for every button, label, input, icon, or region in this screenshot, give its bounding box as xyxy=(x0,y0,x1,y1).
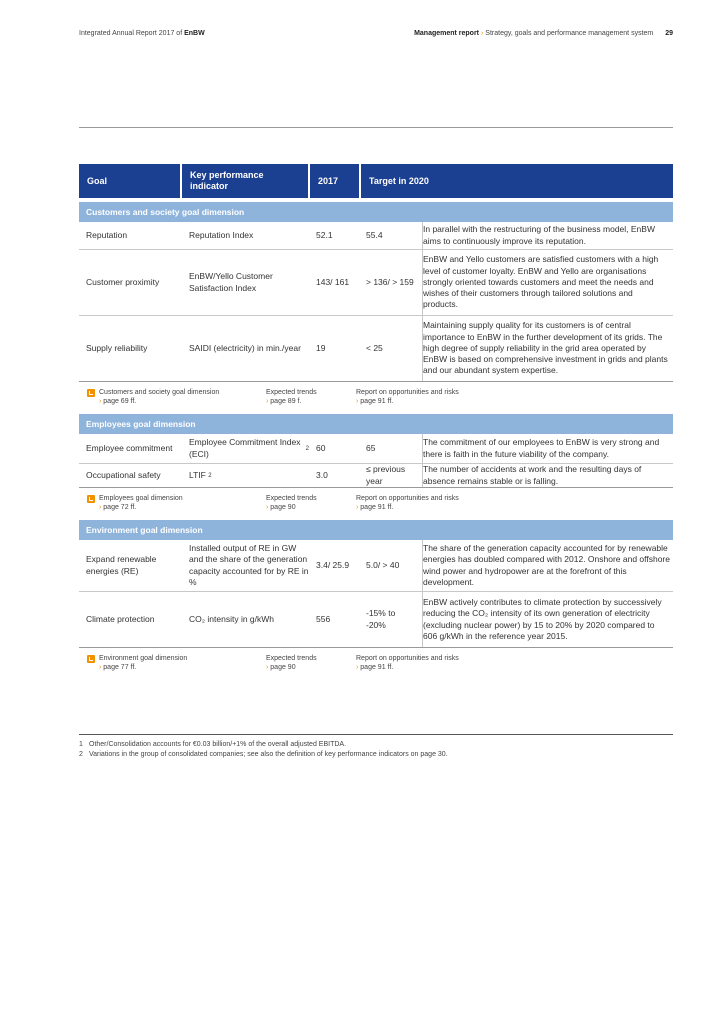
footnote-number: 2 xyxy=(79,751,83,758)
chevron-right-icon: › xyxy=(99,398,104,405)
page-header xyxy=(79,30,673,42)
target-2020-cell: > 136/ > 159 xyxy=(366,276,414,287)
reference-label: Expected trends xyxy=(266,495,317,502)
table-row xyxy=(79,592,673,648)
chevron-right-icon: › xyxy=(99,664,104,671)
goal-cell: Reputation xyxy=(86,229,128,240)
value-2017-cell: 3.0 xyxy=(316,469,328,480)
chevron-right-icon: › xyxy=(356,398,361,405)
col-target: Target in 2020 xyxy=(361,164,673,198)
target-2020-cell: -15% to -20% xyxy=(366,608,396,630)
goal-cell: Employee commitment xyxy=(86,442,173,453)
target-2020-cell: ≤ previous year xyxy=(366,464,406,486)
footnotes xyxy=(79,740,673,760)
target-2020-cell: 55.4 xyxy=(366,229,383,240)
value-2017-cell: 3.4/ 25.9 xyxy=(316,559,350,570)
cross-references xyxy=(79,488,673,516)
kpi-cell: LTIF 2 xyxy=(189,469,212,480)
footnote-text: Variations in the group of consolidated companies; see also the definition of key performance indicators on page 30. xyxy=(89,751,448,758)
footnote-text: Other/Consolidation accounts for €0.03 billion/+1% of the overall adjusted EBITDA. xyxy=(89,741,347,748)
chevron-right-icon: › xyxy=(356,664,361,671)
top-divider xyxy=(79,127,673,128)
target-2020-cell: 65 xyxy=(366,442,376,453)
value-2017-cell: 19 xyxy=(316,342,326,353)
col-2017: 2017 xyxy=(310,164,359,198)
table-row xyxy=(79,434,673,464)
kpi-cell: Reputation Index xyxy=(189,229,254,240)
reference-link[interactable] xyxy=(266,388,317,406)
kpi-cell: Employee Commitment Index (ECI) 2 xyxy=(189,437,309,459)
reference-label: Expected trends xyxy=(266,655,317,662)
description-cell: The commitment of our employees to EnBW is very strong and there is faith in the future viability of the company. xyxy=(422,434,670,463)
breadcrumb xyxy=(414,30,673,37)
reference-link[interactable] xyxy=(356,388,459,406)
reference-icon xyxy=(87,389,95,397)
goal-dimension-header: Environment goal dimension xyxy=(79,520,673,540)
table-row xyxy=(79,464,673,488)
description-cell: EnBW and Yello customers are satisfied customers with a high level of customer loyalty. EnBW and Yello are organisations strongly oriented towards customers and meet the needs and wishes of their customers through tailored solutions and products. xyxy=(422,250,670,315)
goal-cell: Expand renewable energies (RE) xyxy=(86,554,157,576)
table-row xyxy=(79,316,673,382)
description-cell: The number of accidents at work and the resulting days of absence remains stable or is falling. xyxy=(422,464,670,487)
reference-link[interactable] xyxy=(266,654,317,672)
reference-page: page 91 ff. xyxy=(360,504,394,511)
value-2017-cell: 556 xyxy=(316,613,331,624)
description-cell: Maintaining supply quality for its customers is of central importance to EnBW in the further development of its grids. The high degree of supply reliability in the grid area operated by EnBW is based on comprehensive investment in grids and plants and our abundant system expertise. xyxy=(422,316,670,381)
description-cell: EnBW actively contributes to climate protection by successively reducing the CO₂ intensity of its own generation of electricity (excluding nuclear power) by 15 to 20% by 2020 compared to 606 g/kWh in the reference year 2015. xyxy=(422,592,670,647)
footnote xyxy=(79,740,673,750)
table-header xyxy=(79,164,673,198)
chevron-right-icon: › xyxy=(266,664,271,671)
goals-table xyxy=(79,164,673,676)
target-2020-cell: < 25 xyxy=(366,342,383,353)
description-cell: The share of the generation capacity accounted for by renewable energies has doubled compared with 2012. Onshore and offshore wind power and hydropower are at the forefront of this development. xyxy=(422,540,670,591)
reference-link[interactable] xyxy=(266,494,317,512)
col-kpi: Key performance indicator xyxy=(182,164,308,198)
target-2020-cell: 5.0/ > 40 xyxy=(366,559,400,570)
breadcrumb-section[interactable]: Management report xyxy=(414,30,480,37)
reference-label: Report on opportunities and risks xyxy=(356,495,459,502)
chevron-right-icon: › xyxy=(480,30,484,37)
chevron-right-icon: › xyxy=(266,398,271,405)
report-title: Integrated Annual Report 2017 of EnBW xyxy=(79,30,205,37)
reference-page: page 91 ff. xyxy=(360,398,394,405)
chevron-right-icon: › xyxy=(266,504,271,511)
cross-references xyxy=(79,382,673,410)
breadcrumb-subsection[interactable]: Strategy, goals and performance management system xyxy=(485,30,654,37)
kpi-cell: EnBW/Yello Customer Satisfaction Index xyxy=(189,271,273,293)
kpi-cell: SAIDI (electricity) in min./year xyxy=(189,342,301,353)
reference-page: page 89 f. xyxy=(270,398,302,405)
value-2017-cell: 52.1 xyxy=(316,229,333,240)
reference-label: Expected trends xyxy=(266,389,317,396)
value-2017-cell: 60 xyxy=(316,442,326,453)
page-number: 29 xyxy=(665,30,673,37)
goal-cell: Supply reliability xyxy=(86,342,148,353)
reference-link[interactable] xyxy=(99,494,183,512)
footnote-number: 1 xyxy=(79,741,83,748)
reference-label: Report on opportunities and risks xyxy=(356,389,459,396)
reference-page: page 69 ff. xyxy=(103,398,137,405)
reference-page: page 91 ff. xyxy=(360,664,394,671)
table-row xyxy=(79,250,673,316)
reference-page: page 77 ff. xyxy=(103,664,137,671)
reference-icon xyxy=(87,495,95,503)
reference-link[interactable] xyxy=(99,388,219,406)
footnote xyxy=(79,750,673,760)
reference-page: page 90 xyxy=(270,504,296,511)
goal-cell: Customer proximity xyxy=(86,276,160,287)
cross-references xyxy=(79,648,673,676)
description-cell: In parallel with the restructuring of the business model, EnBW aims to continuously improve its reputation. xyxy=(422,222,670,249)
kpi-cell: Installed output of RE in GW and the share of the generation capacity accounted for by RE in % xyxy=(189,542,309,587)
chevron-right-icon: › xyxy=(99,504,104,511)
reference-page: page 72 ff. xyxy=(103,504,137,511)
goal-dimension-header: Customers and society goal dimension xyxy=(79,202,673,222)
reference-label: Employees goal dimension xyxy=(99,495,183,502)
reference-label: Customers and society goal dimension xyxy=(99,389,220,396)
chevron-right-icon: › xyxy=(356,504,361,511)
reference-link[interactable] xyxy=(356,654,459,672)
reference-page: page 90 xyxy=(270,664,296,671)
table-row xyxy=(79,222,673,250)
reference-icon xyxy=(87,655,95,663)
col-goal: Goal xyxy=(79,164,180,198)
goal-cell: Occupational safety xyxy=(86,469,161,480)
kpi-cell: CO₂ intensity in g/kWh xyxy=(189,613,275,624)
reference-link[interactable] xyxy=(356,494,459,512)
value-2017-cell: 143/ 161 xyxy=(316,276,350,287)
reference-label: Environment goal dimension xyxy=(99,655,188,662)
goal-dimension-header: Employees goal dimension xyxy=(79,414,673,434)
reference-link[interactable] xyxy=(99,654,187,672)
reference-label: Report on opportunities and risks xyxy=(356,655,459,662)
goal-cell: Climate protection xyxy=(86,613,155,624)
table-row xyxy=(79,540,673,592)
footnote-divider xyxy=(79,734,673,735)
